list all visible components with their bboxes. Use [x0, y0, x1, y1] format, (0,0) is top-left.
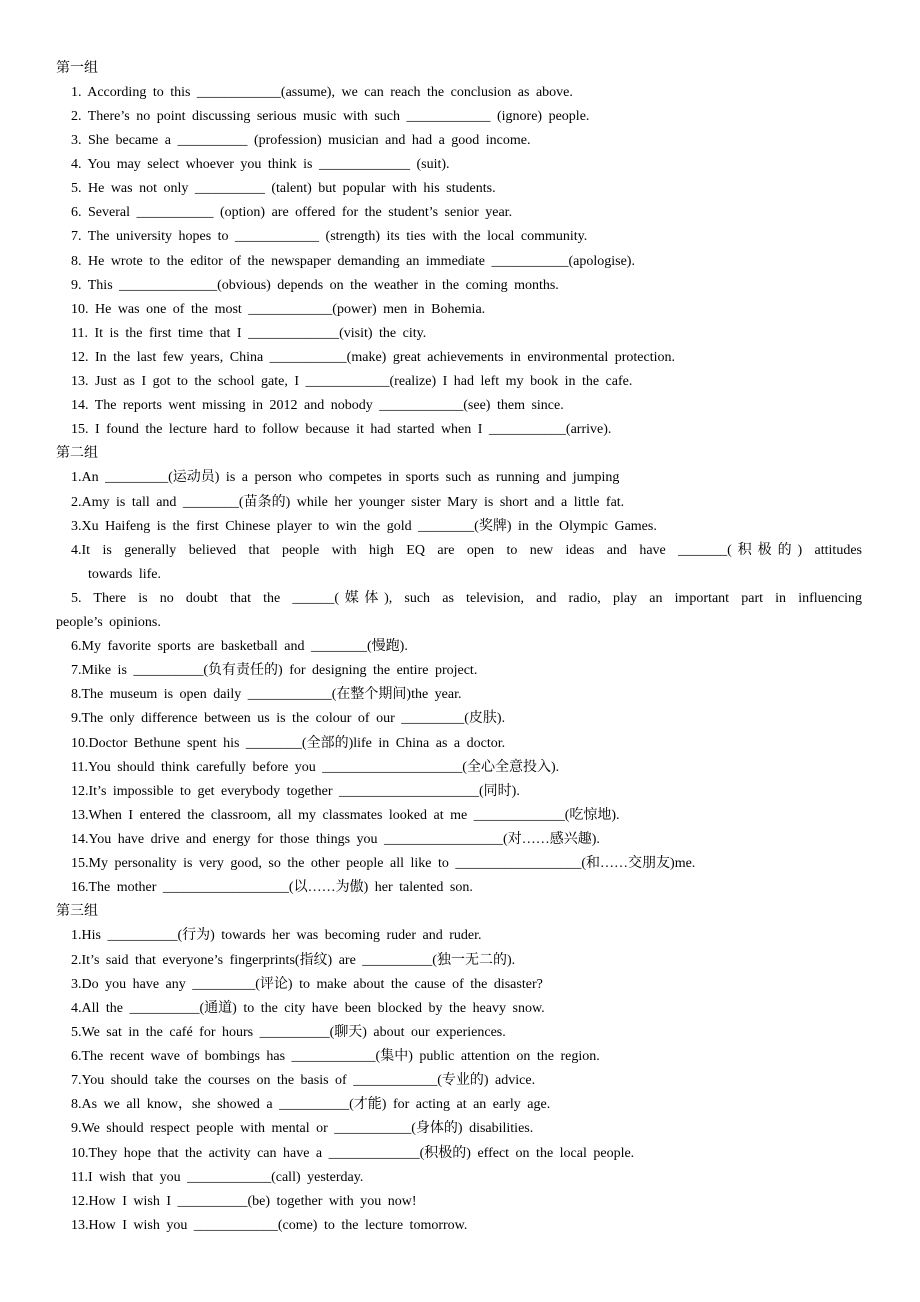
group-1-heading: 第一组 [56, 61, 98, 76]
group-2-question-5-continued: people’s opinions. [56, 615, 161, 630]
group-3-question-1: 1.His __________(行为) towards her was becoming ruder and ruder. [71, 928, 482, 943]
group-3-question-6: 6.The recent wave of bombings has ____________(集中) public attention on the region. [71, 1049, 600, 1064]
group-1-question-8: 8. He wrote to the editor of the newspaper demanding an immediate ___________(apologise). [71, 254, 635, 269]
group-1-question-13: 13. Just as I got to the school gate, I ____________(realize) I had left my book in the cafe. [71, 374, 633, 389]
group-1-question-6: 6. Several ___________ (option) are offered for the student’s senior year. [71, 205, 513, 220]
group-3-question-10: 10.They hope that the activity can have a _____________(积极的) effect on the local people. [71, 1146, 635, 1161]
group-3-question-7: 7.You should take the courses on the basis of ____________(专业的) advice. [71, 1073, 536, 1088]
group-3-question-11: 11.I wish that you ____________(call) yesterday. [71, 1170, 364, 1185]
group-2-question-6: 6.My favorite sports are basketball and ________(慢跑). [71, 639, 408, 654]
group-3-question-4: 4.All the __________(通道) to the city have been blocked by the heavy snow. [71, 1001, 545, 1016]
group-1-question-15: 15. I found the lecture hard to follow because it had started when I ___________(arrive). [71, 422, 612, 437]
group-2-question-12: 12.It’s impossible to get everybody together ____________________(同时). [71, 784, 520, 799]
group-2-heading: 第二组 [56, 446, 98, 461]
group-1-question-12: 12. In the last few years, China ___________(make) great achievements in environmental protection. [71, 350, 675, 365]
group-2-question-7: 7.Mike is __________(负有责任的) for designing the entire project. [71, 663, 478, 678]
group-2-question-2: 2.Amy is tall and ________(苗条的) while her younger sister Mary is short and a little fat. [71, 495, 625, 510]
group-2-question-4-continued: towards life. [88, 567, 161, 582]
group-2-question-8: 8.The museum is open daily ____________(在整个期间)the year. [71, 687, 462, 702]
group-1-question-9: 9. This ______________(obvious) depends on the weather in the coming months. [71, 278, 559, 293]
group-1-question-7: 7. The university hopes to ____________ (strength) its ties with the local community. [71, 229, 588, 244]
group-3-heading: 第三组 [56, 904, 98, 919]
group-2-question-16: 16.The mother __________________(以……为傲) her talented son. [71, 880, 473, 895]
group-2-question-11: 11.You should think carefully before you ____________________(全心全意投入). [71, 760, 560, 775]
group-3-question-3: 3.Do you have any _________(评论) to make about the cause of the disaster? [71, 977, 543, 992]
group-1-question-5: 5. He was not only __________ (talent) but popular with his students. [71, 181, 496, 196]
group-3-question-5: 5.We sat in the café for hours __________(聊天) about our experiences. [71, 1025, 506, 1040]
group-1-question-1: 1. According to this ____________(assume), we can reach the conclusion as above. [71, 85, 573, 100]
group-3-question-13: 13.How I wish you ____________(come) to the lecture tomorrow. [71, 1218, 468, 1233]
group-1-question-4: 4. You may select whoever you think is _____________ (suit). [71, 157, 450, 172]
group-2-question-9: 9.The only difference between us is the colour of our _________(皮肤). [71, 711, 506, 726]
group-3-question-2: 2.It’s said that everyone’s fingerprints(指纹) are __________(独一无二的). [71, 953, 516, 968]
group-1-question-14: 14. The reports went missing in 2012 and nobody ____________(see) them since. [71, 398, 564, 413]
group-3-question-8: 8.As we all know，she showed a __________(才能) for acting at an early age. [71, 1097, 551, 1112]
group-2-question-3: 3.Xu Haifeng is the first Chinese player to win the gold ________(奖牌) in the Olympic Games. [71, 519, 657, 534]
group-3-question-12: 12.How I wish I __________(be) together with you now! [71, 1194, 417, 1209]
group-2-question-15: 15.My personality is very good, so the other people all like to __________________(和……交朋友)me. [71, 856, 696, 871]
group-2-question-4: 4.It is generally believed that people with high EQ are open to new ideas and have _______(积极的) attitudes [71, 543, 862, 558]
group-1-question-3: 3. She became a __________ (profession) musician and had a good income. [71, 133, 531, 148]
group-2-question-5: 5. There is no doubt that the ______(媒体), such as television, and radio, play an important part in influencing [71, 591, 862, 606]
group-2-question-14: 14.You have drive and energy for those things you _________________(对……感兴趣). [71, 832, 600, 847]
group-3-question-9: 9.We should respect people with mental or ___________(身体的) disabilities. [71, 1121, 534, 1136]
group-2-question-1: 1.An _________(运动员) is a person who competes in sports such as running and jumping [71, 470, 620, 485]
group-2-question-13: 13.When I entered the classroom, all my classmates looked at me _____________(吃惊地). [71, 808, 620, 823]
group-1-question-2: 2. There’s no point discussing serious music with such ____________ (ignore) people. [71, 109, 590, 124]
group-2-question-10: 10.Doctor Bethune spent his ________(全部的)life in China as a doctor. [71, 736, 506, 751]
group-1-question-11: 11. It is the first time that I _____________(visit) the city. [71, 326, 427, 341]
group-1-question-10: 10. He was one of the most ____________(power) men in Bohemia. [71, 302, 486, 317]
